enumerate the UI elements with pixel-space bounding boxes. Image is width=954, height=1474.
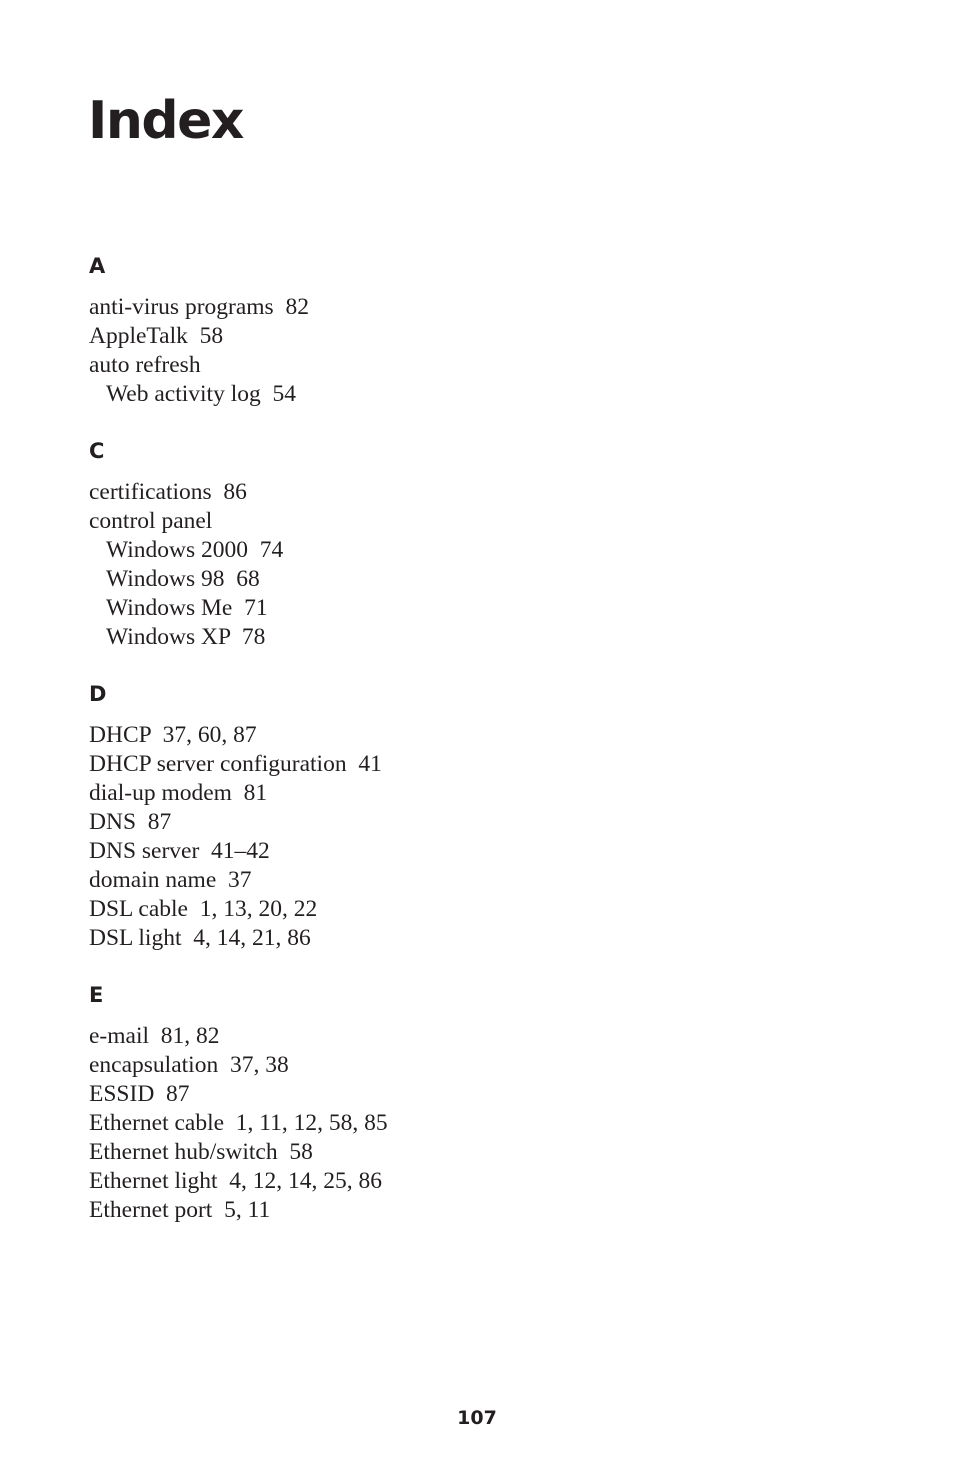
index-entry: domain name 37	[89, 867, 252, 893]
index-entry: DNS 87	[89, 809, 172, 835]
index-entry: DHCP server configuration 41	[89, 751, 382, 777]
section-letter: A	[89, 254, 106, 278]
index-subentry: Windows 98 68	[106, 566, 260, 592]
index-entry: encapsulation 37, 38	[89, 1052, 289, 1078]
index-entry: Ethernet hub/switch 58	[89, 1139, 313, 1165]
index-section-e	[89, 981, 869, 1225]
index-entry: AppleTalk 58	[89, 323, 224, 349]
index-entry: DSL light 4, 14, 21, 86	[89, 925, 311, 951]
index-list	[89, 252, 869, 1225]
section-letter: E	[89, 983, 104, 1007]
index-entry: Ethernet port 5, 11	[89, 1197, 271, 1223]
page-title: Index	[88, 91, 243, 151]
index-entry: anti-virus programs 82	[89, 294, 309, 320]
index-entry: certifications 86	[89, 479, 247, 505]
index-section-d	[89, 680, 869, 953]
index-subentry: Web activity log 54	[106, 381, 296, 407]
index-entry: DNS server 41–42	[89, 838, 270, 864]
index-entry: auto refresh	[89, 352, 201, 378]
index-section-a	[89, 252, 869, 409]
page-number: 107	[457, 1407, 497, 1429]
section-letter: D	[89, 682, 107, 706]
index-entry: e-mail 81, 82	[89, 1023, 220, 1049]
index-subentry: Windows XP 78	[106, 624, 266, 650]
index-entry: ESSID 87	[89, 1081, 190, 1107]
index-entry: DHCP 37, 60, 87	[89, 722, 257, 748]
index-entry: DSL cable 1, 13, 20, 22	[89, 896, 318, 922]
section-letter: C	[89, 439, 105, 463]
index-section-c	[89, 437, 869, 652]
index-subentry: Windows Me 71	[106, 595, 268, 621]
index-entry: control panel	[89, 508, 213, 534]
index-entry: Ethernet cable 1, 11, 12, 58, 85	[89, 1110, 388, 1136]
index-subentry: Windows 2000 74	[106, 537, 284, 563]
index-entry: Ethernet light 4, 12, 14, 25, 86	[89, 1168, 383, 1194]
index-entry: dial-up modem 81	[89, 780, 268, 806]
